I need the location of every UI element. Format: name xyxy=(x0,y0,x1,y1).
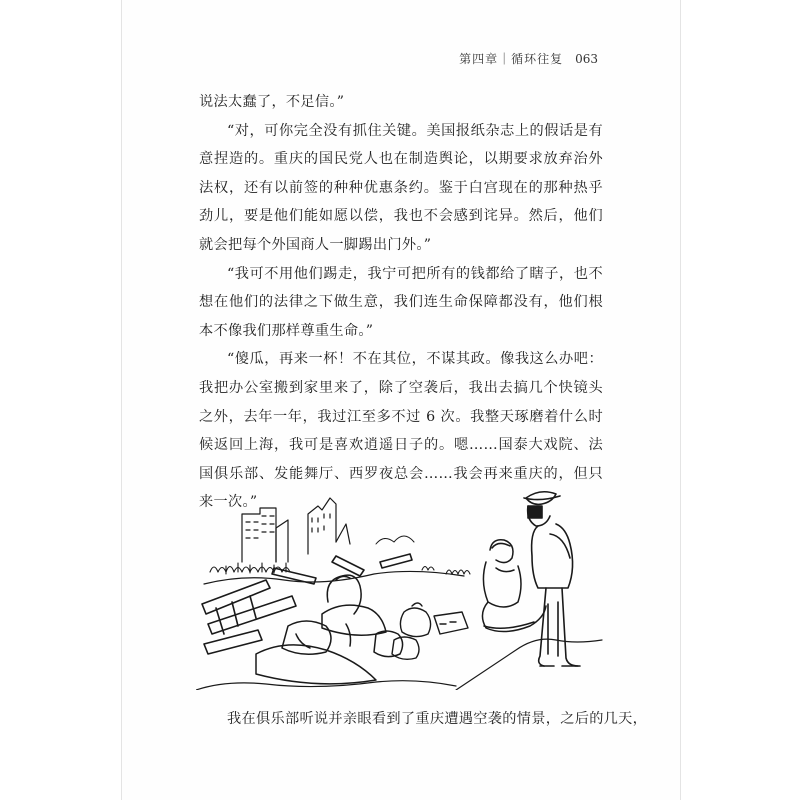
running-head xyxy=(459,50,598,67)
ground xyxy=(196,536,602,690)
page-number: 063 xyxy=(575,52,598,66)
paragraph: “我可不用他们踢走，我宁可把所有的钱都给了瞎子，也不想在他们的法律之下做生意，我们连生命保障都没有，他们根本不像我们那样尊重生命。” xyxy=(199,265,603,339)
rubble xyxy=(202,554,412,654)
ruined-buildings xyxy=(242,498,350,562)
chapter-title: 第四章｜循环往复 xyxy=(459,52,564,66)
air-raid-illustration xyxy=(196,484,608,690)
paragraph: 说法太蠢了，不足信。” xyxy=(199,94,345,110)
closing-paragraph: 我在俱乐部听说并亲眼看到了重庆遭遇空袭的情景，之后的几天， xyxy=(227,711,648,727)
paragraph: “对，可你完全没有抓住关键。美国报纸杂志上的假话是有意捏造的。重庆的国民党人也在制造舆论，以期要求放弃治外法权，还有以前签的种种优惠条约。鉴于白宫现在的那种热乎劲儿，要是他们能如愿以偿，我也不会感到诧异。然后，他们就会把每个外国商人一脚踢出门外。” xyxy=(199,122,603,253)
bundles xyxy=(392,603,468,659)
paragraph: “傻瓜，再来一杯！不在其位，不谋其政。像我这么办吧：我把办公室搬到家里来了，除了空袭后，我出去搞几个快镜头之外，去年一年，我过江至多不过 6 次。我整天琢磨着什么时候返回上海，我可是喜欢逍遥日子的。嗯……国泰大戏院、法国俱乐部、发能舞厅、西罗夜总会……我会再来重庆的，但只来一次。” xyxy=(199,351,603,511)
body-text xyxy=(199,88,603,517)
huddled-figures xyxy=(256,575,403,684)
